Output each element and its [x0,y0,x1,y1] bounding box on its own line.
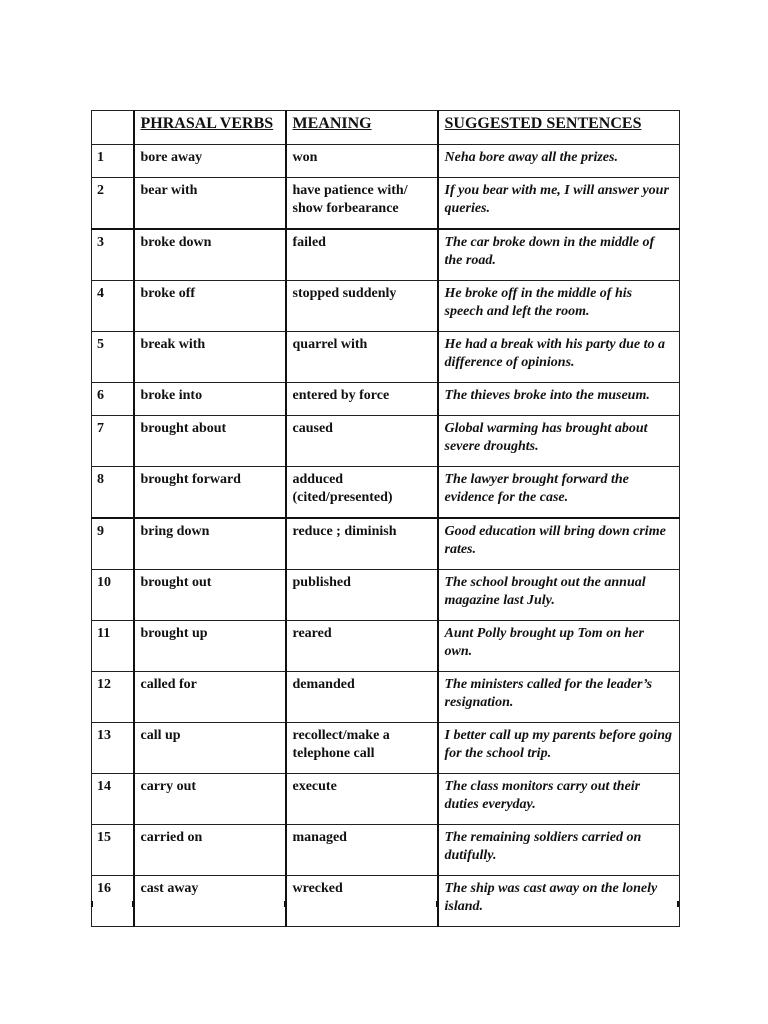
table-row [92,621,680,672]
continuation-rule [284,901,286,907]
row-number: 12 [92,672,134,723]
suggested-sentence: The school brought out the annual magazine last July. [438,570,680,621]
meaning: stopped suddenly [286,281,438,332]
meaning: wrecked [286,876,438,927]
row-number: 15 [92,825,134,876]
meaning: execute [286,774,438,825]
suggested-sentence: The ship was cast away on the lonely island. [438,876,680,927]
table-continuation-rules [91,901,679,907]
table-header [92,111,680,145]
suggested-sentence: Aunt Polly brought up Tom on her own. [438,621,680,672]
suggested-sentence: The lawyer brought forward the evidence for the case. [438,467,680,519]
table-row [92,178,680,230]
meaning: entered by force [286,383,438,416]
meaning: failed [286,229,438,281]
table-row [92,416,680,467]
table-row [92,518,680,570]
row-number: 6 [92,383,134,416]
phrasal-verb: cast away [134,876,286,927]
row-number: 9 [92,518,134,570]
row-number: 3 [92,229,134,281]
suggested-sentence: He broke off in the middle of his speech and left the room. [438,281,680,332]
table-body [92,145,680,927]
suggested-sentence: The car broke down in the middle of the road. [438,229,680,281]
suggested-sentence: The ministers called for the leader’s resignation. [438,672,680,723]
meaning: reared [286,621,438,672]
phrasal-verb: carry out [134,774,286,825]
header-phrasal-verbs: PHRASAL VERBS [134,111,286,145]
phrasal-verb: broke down [134,229,286,281]
suggested-sentence: The thieves broke into the museum. [438,383,680,416]
table-row [92,281,680,332]
phrasal-verb: call up [134,723,286,774]
table-row [92,570,680,621]
row-number: 10 [92,570,134,621]
header-number [92,111,134,145]
meaning: adduced (cited/presented) [286,467,438,519]
continuation-rule [677,901,679,907]
header-row [92,111,680,145]
meaning: reduce ; diminish [286,518,438,570]
header-suggested-sentences: SUGGESTED SENTENCES [438,111,680,145]
meaning: quarrel with [286,332,438,383]
phrasal-verb: broke into [134,383,286,416]
phrasal-verb: break with [134,332,286,383]
phrasal-verb: brought out [134,570,286,621]
row-number: 11 [92,621,134,672]
phrasal-verb: bring down [134,518,286,570]
row-number: 7 [92,416,134,467]
meaning: demanded [286,672,438,723]
table-row [92,145,680,178]
phrasal-verb: called for [134,672,286,723]
row-number: 8 [92,467,134,519]
phrasal-verbs-table [91,110,680,927]
table-row [92,774,680,825]
suggested-sentence: I better call up my parents before going for the school trip. [438,723,680,774]
row-number: 13 [92,723,134,774]
meaning: managed [286,825,438,876]
row-number: 14 [92,774,134,825]
phrasal-verb: brought forward [134,467,286,519]
meaning: published [286,570,438,621]
table-row [92,229,680,281]
row-number: 1 [92,145,134,178]
header-meaning: MEANING [286,111,438,145]
suggested-sentence: Good education will bring down crime rates. [438,518,680,570]
row-number: 4 [92,281,134,332]
table-row [92,723,680,774]
table-row [92,467,680,519]
suggested-sentence: If you bear with me, I will answer your queries. [438,178,680,230]
row-number: 16 [92,876,134,927]
meaning: recollect/make a telephone call [286,723,438,774]
meaning: won [286,145,438,178]
continuation-rule [132,901,134,907]
row-number: 2 [92,178,134,230]
table-row [92,332,680,383]
row-number: 5 [92,332,134,383]
suggested-sentence: Global warming has brought about severe droughts. [438,416,680,467]
meaning: caused [286,416,438,467]
phrasal-verb: brought up [134,621,286,672]
phrasal-verb: bear with [134,178,286,230]
continuation-rule [436,901,438,907]
phrasal-verb: broke off [134,281,286,332]
continuation-rule [91,901,93,907]
phrasal-verb: brought about [134,416,286,467]
table-row [92,825,680,876]
suggested-sentence: He had a break with his party due to a difference of opinions. [438,332,680,383]
phrasal-verb: bore away [134,145,286,178]
suggested-sentence: The class monitors carry out their duties everyday. [438,774,680,825]
table-row [92,672,680,723]
suggested-sentence: Neha bore away all the prizes. [438,145,680,178]
suggested-sentence: The remaining soldiers carried on dutifully. [438,825,680,876]
meaning: have patience with/ show forbearance [286,178,438,230]
phrasal-verb: carried on [134,825,286,876]
table-row [92,383,680,416]
